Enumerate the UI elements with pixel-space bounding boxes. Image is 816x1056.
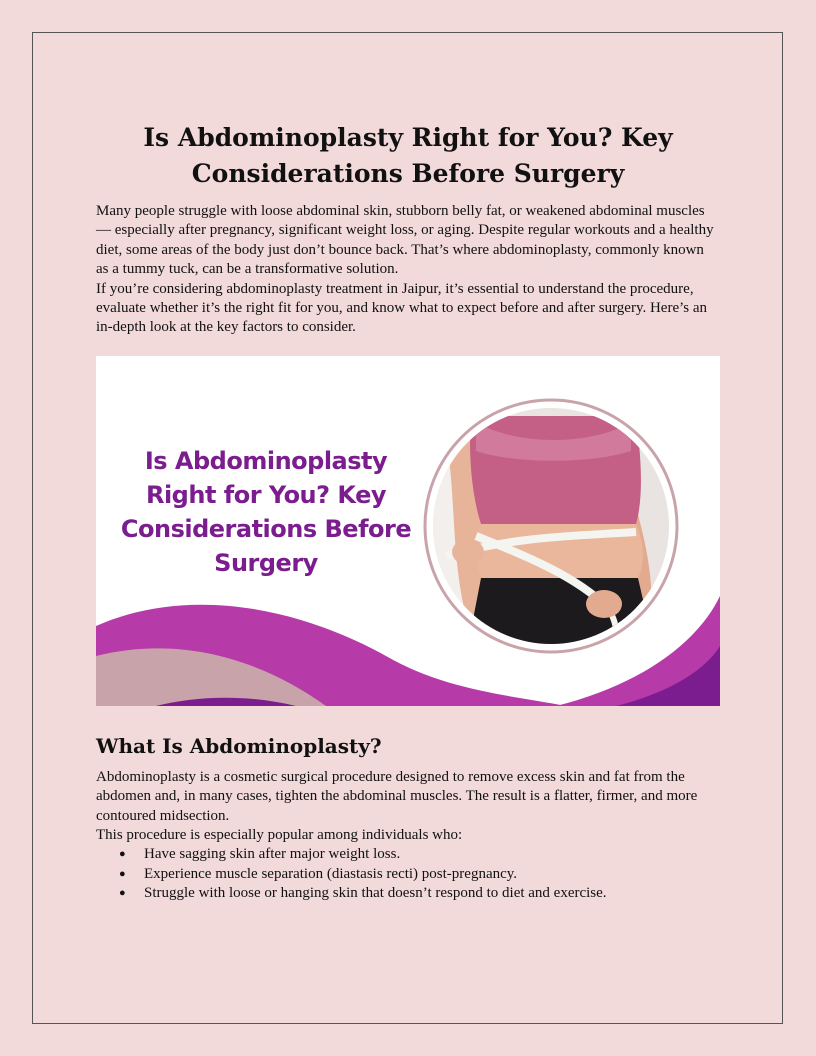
candidate-list [96,845,720,903]
document-content [96,120,720,904]
section-paragraph-1: Abdominoplasty is a cosmetic surgical procedure designed to remove excess skin and fat from the abdomen and, in many cases, tighten the abdominal muscles. The result is a flatter, firmer, and more contoured midsection. [96,768,698,824]
section-paragraph-2: This procedure is especially popular among individuals who: [96,827,463,844]
list-item: ● Have sagging skin after major weight loss. [96,845,720,864]
list-item: ● Experience muscle separation (diastasis recti) post-pregnancy. [96,865,720,884]
list-item: ● Struggle with loose or hanging skin that doesn’t respond to diet and exercise. [96,884,720,903]
page-title: Is Abdominoplasty Right for You? Key Considerations Before Surgery [143,123,673,188]
intro-paragraph-1: Many people struggle with loose abdominal skin, stubborn belly fat, or weakened abdominal muscles — especially after pregnancy, significant weight loss, or aging. Despite regular workouts and a healthy diet, some areas of the body just don’t bounce back. That’s where abdominoplasty, commonly known as a tummy tuck, can be a transformative solution. [96,203,714,278]
hero-banner-image [96,356,720,706]
banner-title: Is Abdominoplasty Right for You? Key Considerations Before Surgery [120,446,412,577]
section-heading-what-is: What Is Abdominoplasty? [96,733,382,758]
intro-paragraph-2: If you’re considering abdominoplasty treatment in Jaipur, it’s essential to understand the procedure, evaluate whether it’s the right fit for you, and know what to expect before and after surgery. Here’s an in-depth look at the key factors to consider. [96,280,708,336]
